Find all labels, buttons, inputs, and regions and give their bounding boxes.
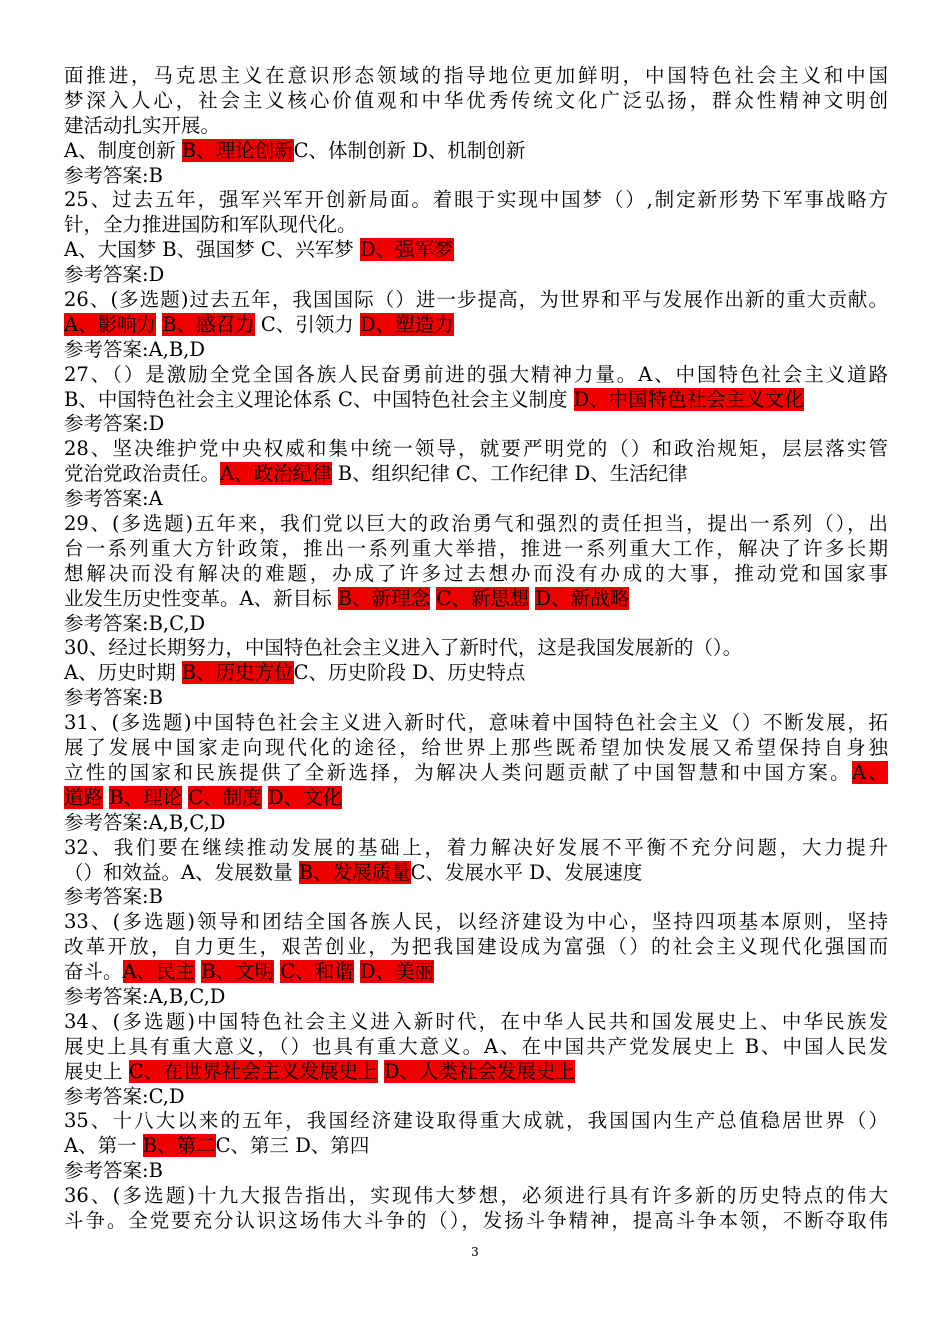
text-segment: 展了发展中国家走向现代化的途径，给世界上那些既希望加快发展又希望保持自身独: [64, 736, 888, 760]
text-line: [64, 661, 888, 686]
text-line: [64, 985, 888, 1010]
text-line: [64, 1159, 888, 1184]
text-segment: 31、(多选题)中国特色社会主义进入新时代，意味着中国特色社会主义（）不断发展，拓: [64, 711, 888, 735]
text-segment: 30、经过长期努力，中国特色社会主义进入了新时代，这是我国发展新的（）。: [64, 636, 743, 660]
text-line: [64, 1209, 888, 1234]
highlighted-answer: A、民主: [122, 960, 196, 984]
text-segment: 展史上具有重大意义，（）也具有重大意义。A、在中国共产党发展史上 B、中国人民发: [64, 1034, 888, 1058]
text-segment: 参考答案:B: [64, 885, 163, 909]
text-line: [64, 412, 888, 437]
text-segment: 25、过去五年，强军兴军开创新局面。着眼于实现中国梦（）,制定新形势下军事战略方: [64, 188, 888, 212]
text-line: [64, 64, 888, 89]
highlighted-answer: B、历史方位: [181, 661, 294, 685]
text-segment: 参考答案:B: [64, 686, 163, 710]
text-line: [64, 761, 888, 786]
text-segment: 展史上: [64, 1059, 129, 1083]
highlighted-answer: 道路: [64, 785, 104, 809]
text-segment: 参考答案:B: [64, 1159, 163, 1183]
text-line: [64, 736, 888, 761]
highlighted-answer: C、在世界社会主义发展史上: [128, 1059, 378, 1083]
text-line: [64, 861, 888, 886]
text-line: [64, 1060, 888, 1085]
text-segment: 参考答案:D: [64, 263, 165, 287]
text-segment: 参考答案:D: [64, 412, 165, 436]
text-segment: 34、(多选题)中国特色社会主义进入新时代，在中华人民共和国发展史上、中华民族发: [64, 1009, 888, 1033]
text-segment: 28、坚决维护党中央权威和集中统一领导，就要严明党的（）和政治规矩，层层落实管: [64, 437, 888, 461]
highlighted-answer: B、第二: [142, 1134, 216, 1158]
text-segment: A、第一: [64, 1134, 143, 1158]
text-line: [64, 89, 888, 114]
highlighted-answer: B、文明: [201, 960, 275, 984]
text-segment: C、体制创新 D、机制创新: [293, 138, 526, 162]
text-line: [64, 437, 888, 462]
text-segment: （）和效益。A、发展数量: [64, 860, 299, 884]
text-segment: 梦深入人心，社会主义核心价值观和中华优秀传统文化广泛弘扬，群众性精神文明创: [64, 88, 888, 112]
text-segment: 参考答案:A,B,D: [64, 337, 206, 361]
highlighted-answer: A、影响力: [64, 312, 157, 336]
text-line: [64, 960, 888, 985]
text-segment: [262, 786, 268, 809]
text-line: [64, 1134, 888, 1159]
text-line: [64, 1109, 888, 1134]
text-line: [64, 885, 888, 910]
text-segment: 35、十八大以来的五年，我国经济建设取得重大成就，我国国内生产总值稳居世界（）: [64, 1109, 888, 1133]
text-line: [64, 1035, 888, 1060]
text-segment: 改革开放，自力更生，艰苦创业，为把我国建设成为富强（）的社会主义现代化强国而: [64, 935, 888, 959]
text-segment: 参考答案:A,B,C,D: [64, 810, 226, 834]
text-line: [64, 164, 888, 189]
text-line: [64, 686, 888, 711]
text-line: [64, 462, 888, 487]
text-line: [64, 338, 888, 363]
text-line: [64, 363, 888, 388]
text-segment: A、大国梦 B、强国梦 C、兴军梦: [64, 238, 360, 262]
text-segment: 针，全力推进国防和军队现代化。: [64, 213, 357, 237]
text-line: [64, 512, 888, 537]
text-line: [64, 562, 888, 587]
text-line: [64, 388, 888, 413]
text-segment: 想解决而没有解决的难题，办成了许多过去想办而没有办成的大事，推动党和国家事: [64, 561, 888, 585]
text-line: [64, 213, 888, 238]
highlighted-answer: A、: [852, 760, 888, 784]
text-line: [64, 836, 888, 861]
highlighted-answer: B、感召力: [162, 312, 255, 336]
text-segment: 立性的国家和民族提供了全新选择，为解决人类问题贡献了中国智慧和中国方案。: [64, 760, 853, 784]
highlighted-answer: D、文化: [267, 785, 343, 809]
text-line: [64, 811, 888, 836]
text-segment: 36、(多选题)十九大报告指出，实现伟大梦想，必须进行具有许多新的历史特点的伟大: [64, 1184, 888, 1208]
text-line: [64, 288, 888, 313]
text-segment: 参考答案:A: [64, 487, 163, 511]
text-segment: 参考答案:A,B,C,D: [64, 984, 226, 1008]
text-segment: 26、(多选题)过去五年，我国国际（）进一步提高，为世界和平与发展作出新的重大贡献。: [64, 288, 888, 312]
highlighted-answer: D、美丽: [359, 960, 435, 984]
text-segment: [378, 1060, 384, 1083]
text-line: [64, 263, 888, 288]
text-line: [64, 1085, 888, 1110]
text-line: [64, 537, 888, 562]
text-segment: C、引领力: [254, 312, 360, 336]
text-segment: A、制度创新: [64, 138, 182, 162]
text-line: [64, 114, 888, 139]
highlighted-answer: D、强军梦: [359, 238, 454, 262]
highlighted-answer: D、中国特色社会主义文化: [573, 387, 804, 411]
text-line: [64, 487, 888, 512]
text-segment: 29、(多选题)五年来，我们党以巨大的政治勇气和强烈的责任担当，提出一系列（），出: [64, 512, 888, 536]
highlighted-answer: B、发展质量: [298, 860, 411, 884]
text-line: [64, 313, 888, 338]
text-segment: 32、我们要在继续推动发展的基础上，着力解决好发展不平衡不充分问题，大力提升: [64, 835, 888, 859]
text-line: [64, 636, 888, 661]
text-segment: A、历史时期: [64, 661, 182, 685]
highlighted-answer: B、新理念: [337, 586, 431, 610]
highlighted-answer: D、塑造力: [359, 312, 454, 336]
highlighted-answer: B、理论: [109, 785, 183, 809]
text-line: [64, 587, 888, 612]
highlighted-answer: C、新思想: [436, 586, 530, 610]
highlighted-answer: D、人类社会发展史上: [383, 1059, 575, 1083]
text-line: [64, 1184, 888, 1209]
text-segment: 33、(多选题)领导和团结全国各族人民，以经济建设为中心，坚持四项基本原则，坚持: [64, 910, 888, 934]
text-line: [64, 935, 888, 960]
text-segment: C、历史阶段 D、历史特点: [293, 661, 526, 685]
text-segment: 参考答案:B: [64, 163, 163, 187]
highlighted-answer: A、政治纪律: [220, 462, 332, 486]
text-segment: 参考答案:B,C,D: [64, 611, 206, 635]
text-line: [64, 711, 888, 736]
text-segment: 斗争。全党要充分认识这场伟大斗争的（），发扬斗争精神，提高斗争本领，不断夺取伟: [64, 1208, 888, 1232]
text-line: [64, 188, 888, 213]
highlighted-answer: C、制度: [188, 785, 262, 809]
text-segment: 参考答案:C,D: [64, 1084, 185, 1108]
text-line: [64, 612, 888, 637]
text-line: [64, 910, 888, 935]
text-segment: 面推进，马克思主义在意识形态领域的指导地位更加鲜明，中国特色社会主义和中国: [64, 64, 888, 87]
highlighted-answer: D、新战略: [535, 586, 630, 610]
text-segment: B、组织纪律 C、工作纪律 D、生活纪律: [331, 462, 688, 486]
document-body: [64, 64, 888, 1234]
text-segment: 建活动扎实开展。: [64, 113, 221, 137]
highlighted-answer: C、和谐: [280, 960, 354, 984]
text-segment: C、发展水平 D、发展速度: [410, 860, 643, 884]
text-segment: C、第三 D、第四: [215, 1134, 370, 1158]
page-number: 3: [471, 1245, 479, 1259]
text-segment: 奋斗。: [64, 960, 123, 984]
text-segment: 党治党政治责任。: [64, 462, 221, 486]
text-line: [64, 786, 888, 811]
text-segment: 27、（）是激励全党全国各族人民奋勇前进的强大精神力量。A、中国特色社会主义道路: [64, 362, 888, 386]
text-line: [64, 1010, 888, 1035]
text-segment: 台一系列重大方针政策，推出一系列重大举措，推进一系列重大工作，解决了许多长期: [64, 536, 888, 560]
text-line: [64, 238, 888, 263]
text-line: [64, 139, 888, 164]
highlighted-answer: B、理论创新: [181, 138, 294, 162]
text-segment: B、中国特色社会主义理论体系 C、中国特色社会主义制度: [64, 387, 574, 411]
text-segment: 业发生历史性变革。A、新目标: [64, 586, 338, 610]
